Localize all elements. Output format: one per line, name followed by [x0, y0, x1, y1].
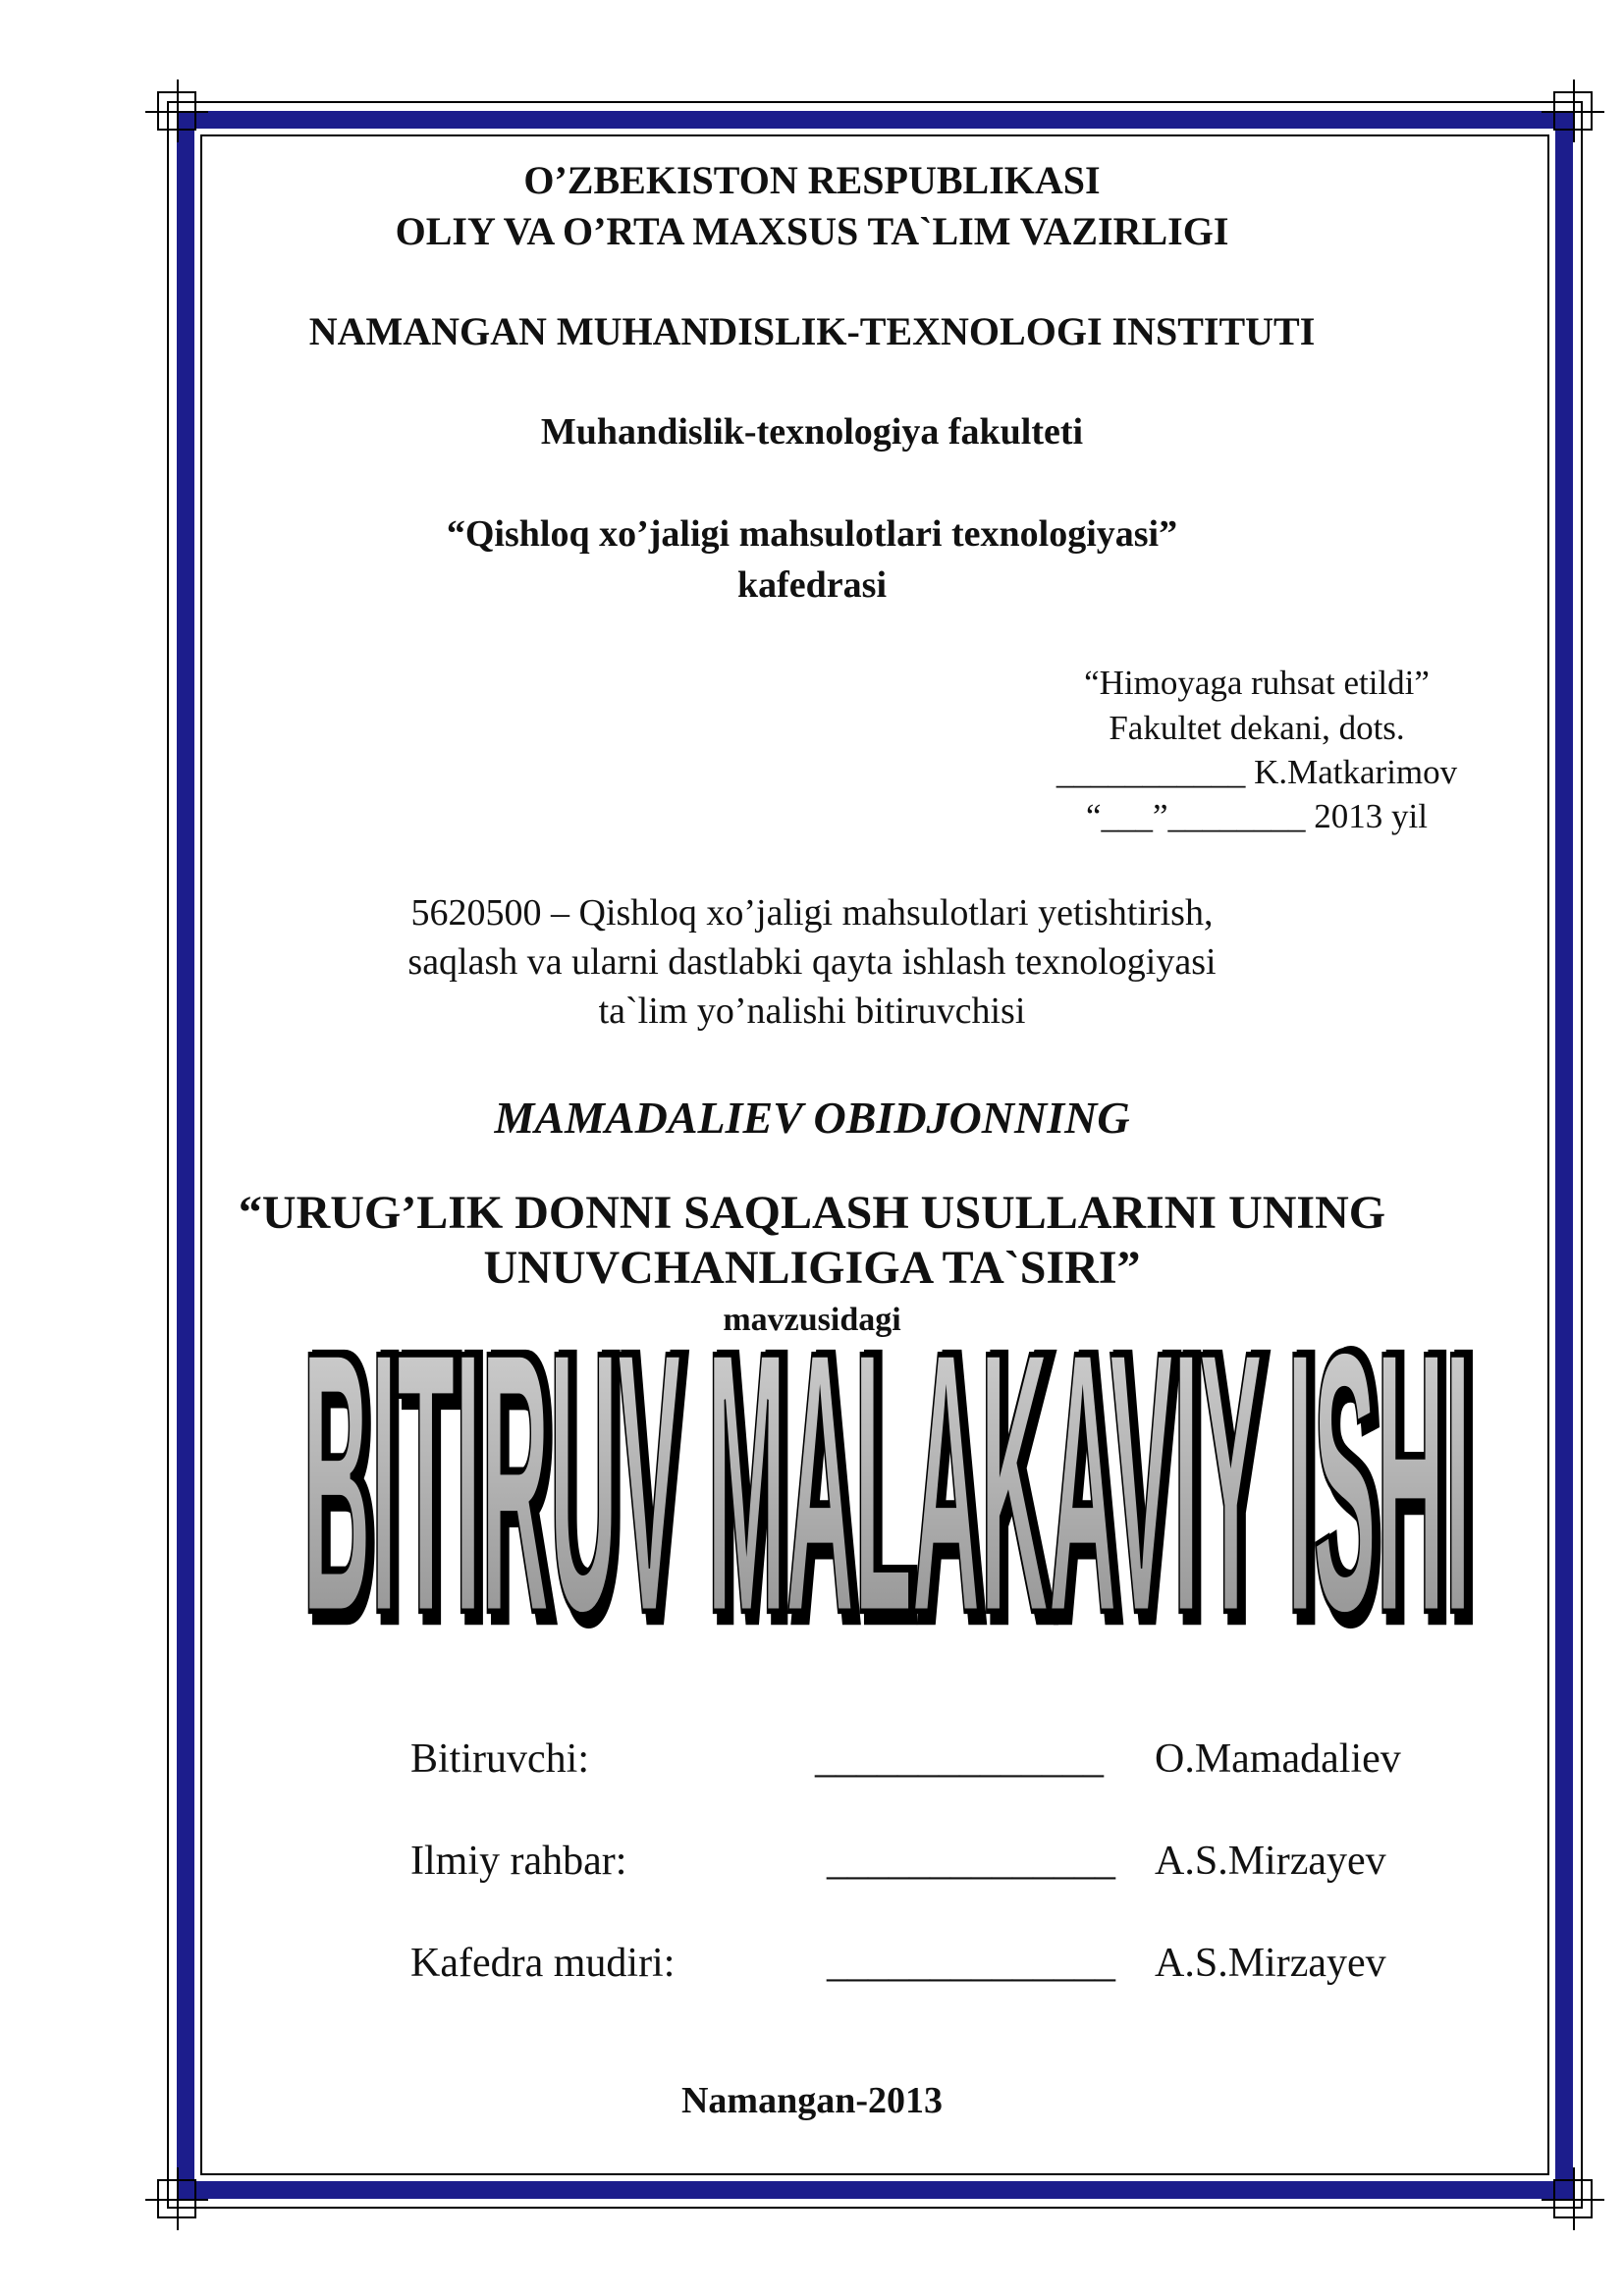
topic-line2: UNUVCHANLIGIGA TA`SIRI” [483, 1242, 1141, 1294]
signature-name-head: A.S.Mirzayev [1155, 1941, 1386, 1986]
work-title-text: BITIRUV MALAKAVIY ISHI [302, 1345, 1472, 1669]
signature-role-graduate: Bitiruvchi: [410, 1736, 589, 1782]
department-heading-line2: kafedrasi [737, 564, 887, 606]
ministry-heading: OLIY VA O’RTA MAXSUS TA`LIM VAZIRLIGI [395, 209, 1229, 253]
frame-corner-top-left [157, 91, 196, 131]
signature-role-supervisor: Ilmiy rahbar: [410, 1839, 627, 1884]
specialty-line1: 5620500 – Qishloq xo’jaligi mahsulotlari yetishtirish, [410, 892, 1214, 934]
frame-corner-top-right [1553, 91, 1593, 131]
topic-line3: mavzusidagi [723, 1302, 901, 1338]
frame-corner-bottom-right [1553, 2179, 1593, 2218]
approval-line2: Fakultet dekani, dots. [1109, 709, 1405, 747]
signature-name-graduate: O.Mamadaliev [1155, 1736, 1401, 1782]
signature-role-head: Kafedra mudiri: [410, 1941, 676, 1986]
topic-line1: “URUG’LIK DONNI SAQLASH USULLARINI UNING [238, 1187, 1386, 1239]
footer-city-year: Namangan-2013 [680, 2080, 944, 2121]
signature-line-supervisor: ______________ [827, 1839, 1115, 1884]
student-name: MAMADALIEV OBIDJONNING [494, 1093, 1130, 1143]
specialty-line2: saqlash va ularni dastlabki qayta ishlash texnologiyasi [407, 941, 1217, 983]
approval-line3: ___________ K.Matkarimov [1056, 753, 1458, 791]
specialty-line3: ta`lim yo’nalishi bitiruvchisi [598, 990, 1026, 1032]
work-title-wordart [236, 1345, 1542, 1669]
approval-line1: “Himoyaga ruhsat etildi” [1084, 664, 1430, 702]
institute-heading: NAMANGAN MUHANDISLIK-TEXNOLOGI INSTITUTI [308, 309, 1316, 353]
approval-line4: “___”________ 2013 yil [1085, 797, 1429, 835]
signature-line-head: ______________ [827, 1941, 1115, 1986]
frame-corner-bottom-left [157, 2179, 196, 2218]
signature-line-graduate: ______________ [815, 1736, 1104, 1782]
work-title-shadow: BITIRUV MALAKAVIY ISHI [308, 1345, 1477, 1669]
faculty-heading: Muhandislik-texnologiya fakulteti [540, 411, 1084, 453]
department-heading-line1: “Qishloq xo’jaligi mahsulotlari texnologiyasi” [446, 513, 1178, 555]
republic-heading: O’ZBEKISTON RESPUBLIKASI [523, 158, 1101, 202]
signature-name-supervisor: A.S.Mirzayev [1155, 1839, 1386, 1884]
